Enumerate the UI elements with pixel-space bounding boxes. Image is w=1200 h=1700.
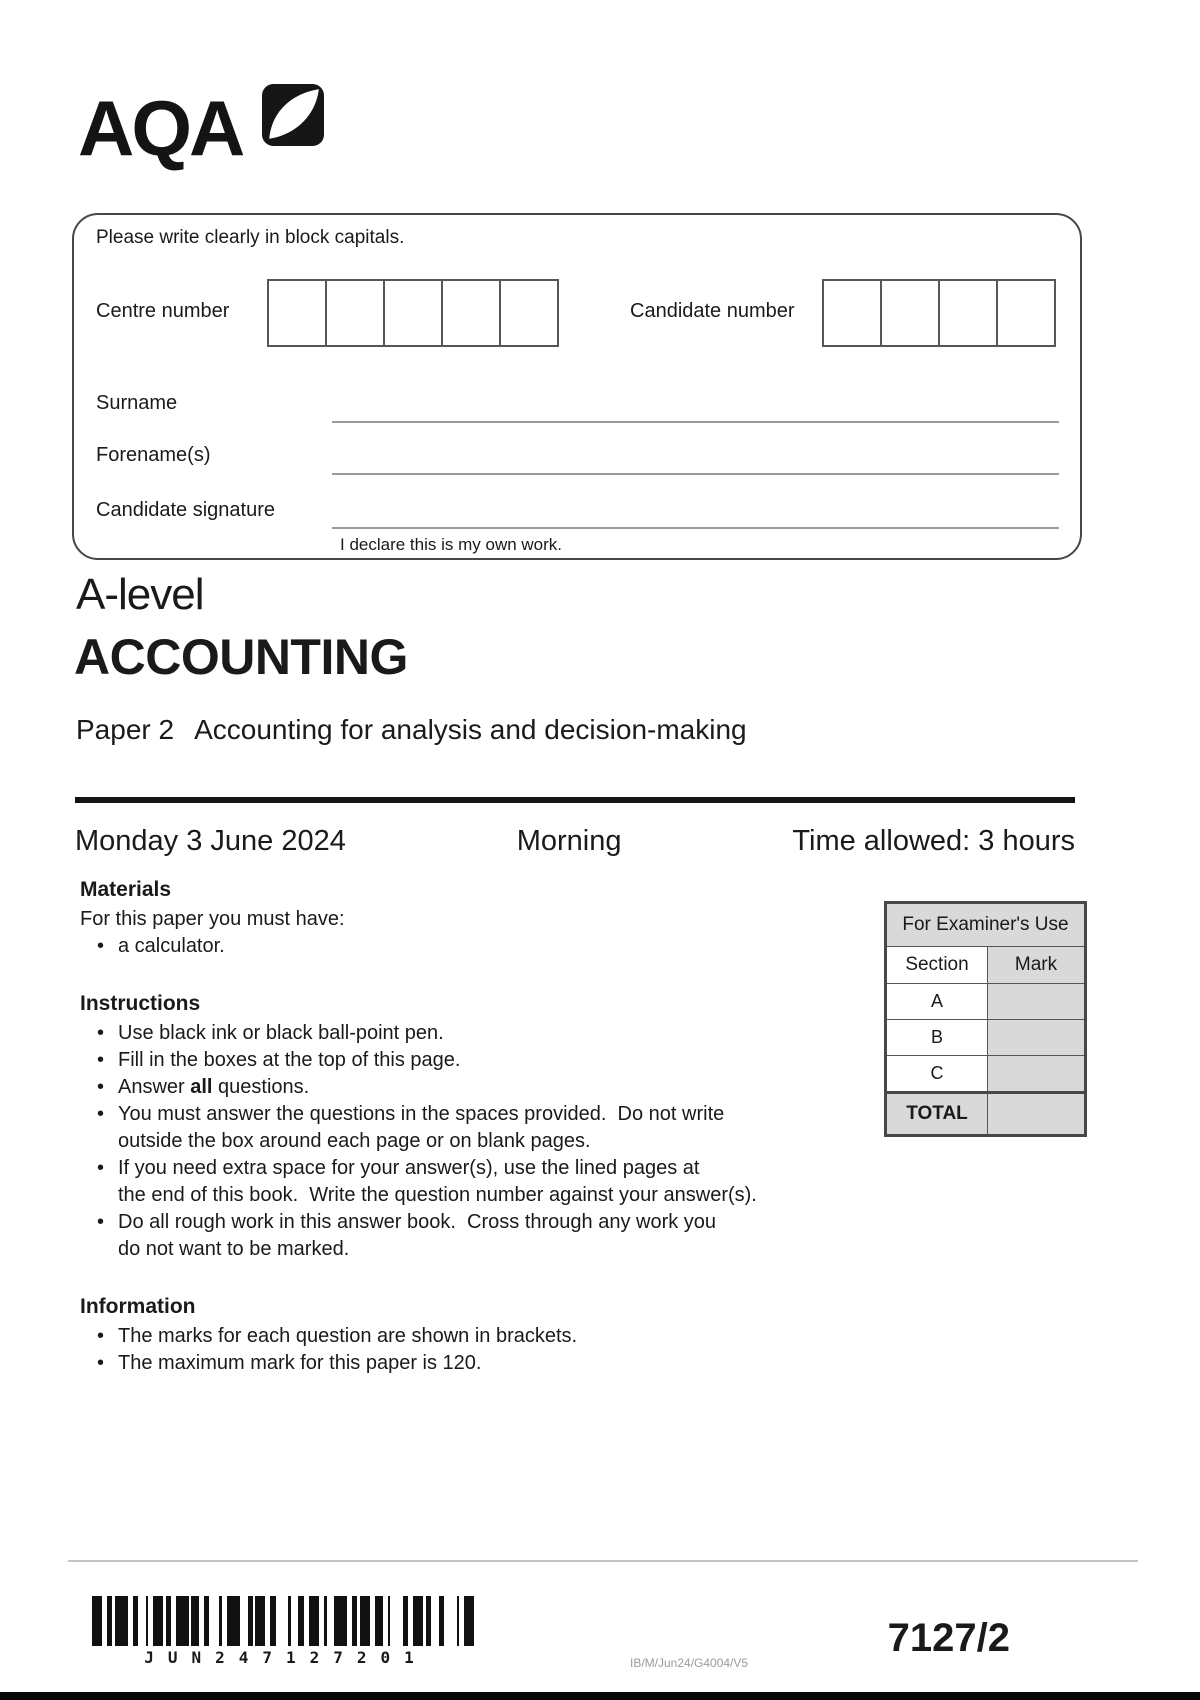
- declaration-note: I declare this is my own work.: [340, 535, 563, 554]
- barcode-bar: [464, 1596, 474, 1646]
- barcode-bar: [390, 1596, 403, 1646]
- barcode-bar: [309, 1596, 319, 1646]
- bullet-item: • Do all rough work in this answer book. Cross through any work you do not want to be marked.: [80, 1209, 840, 1263]
- barcode-bar: [191, 1596, 199, 1646]
- instructions-section: [80, 990, 840, 1263]
- surname-input-line[interactable]: [332, 421, 1059, 423]
- candidate-number-cell[interactable]: [996, 279, 1056, 347]
- section-row-label: B: [887, 1020, 988, 1055]
- bullet-item: • The marks for each question are shown in brackets.: [80, 1323, 840, 1350]
- candidate-number-boxes: [822, 279, 1056, 347]
- barcode-bar: [92, 1596, 102, 1646]
- exam-session: Morning: [516, 825, 622, 857]
- centre-number-cell[interactable]: [383, 279, 443, 347]
- signature-label: Candidate signature: [96, 499, 276, 521]
- paper-name: Accounting for analysis and decision-making: [194, 714, 747, 745]
- barcode-bar: [474, 1596, 479, 1646]
- mark-cell[interactable]: [988, 1020, 1084, 1055]
- centre-number-cell[interactable]: [267, 279, 327, 347]
- bullet-item: • Fill in the boxes at the top of this page.: [80, 1047, 840, 1074]
- examiner-use-table: [884, 901, 1087, 1137]
- barcode-bar: [240, 1596, 248, 1646]
- time-allowed: Time allowed: 3 hours: [792, 825, 1075, 857]
- examiner-table-row: [887, 1055, 1084, 1091]
- barcode-bar: [360, 1596, 370, 1646]
- section-row-label: C: [887, 1056, 988, 1091]
- barcode-bar: [375, 1596, 383, 1646]
- information-heading: Information: [80, 1295, 196, 1318]
- examiner-table-header-row: [887, 946, 1084, 983]
- centre-number-boxes: [267, 279, 559, 347]
- barcode-bar: [334, 1596, 347, 1646]
- centre-number-label: Centre number: [96, 300, 230, 322]
- barcode-bar: [413, 1596, 423, 1646]
- surname-label: Surname: [96, 392, 178, 414]
- barcode-bar: [153, 1596, 163, 1646]
- subject-title: ACCOUNTING: [74, 629, 408, 685]
- mark-column-header: Mark: [988, 947, 1084, 983]
- examiner-table-total-row: [887, 1091, 1084, 1134]
- bullet-item: • If you need extra space for your answer(s), use the lined pages at the end of this book. Write the question number against your answer(s).: [80, 1155, 840, 1209]
- paper-number: Paper 2: [76, 714, 175, 745]
- barcode-bar: [444, 1596, 457, 1646]
- centre-number-cell[interactable]: [499, 279, 559, 347]
- barcode-bar: [255, 1596, 265, 1646]
- mark-cell[interactable]: [988, 1056, 1084, 1091]
- signature-input-line[interactable]: [332, 527, 1059, 529]
- candidate-number-cell[interactable]: [822, 279, 882, 347]
- forenames-input-line[interactable]: [332, 473, 1059, 475]
- paper-title: [76, 714, 747, 746]
- barcode-bar: [227, 1596, 240, 1646]
- materials-intro: For this paper you must have:: [80, 908, 345, 930]
- divider-rule: [75, 797, 1075, 803]
- centre-number-cell[interactable]: [325, 279, 385, 347]
- bullet-item: • a calculator.: [80, 933, 840, 960]
- exam-date: Monday 3 June 2024: [75, 825, 346, 857]
- bullet-item: • Use black ink or black ball-point pen.: [80, 1020, 840, 1047]
- barcode-bar: [327, 1596, 335, 1646]
- aqa-logo: [78, 86, 324, 170]
- paper-code: 7127/2: [887, 1616, 1010, 1660]
- barcode-bar: [276, 1596, 289, 1646]
- block-capitals-note: Please write clearly in block capitals.: [96, 227, 405, 248]
- barcode: [92, 1596, 480, 1646]
- footer-rule: [68, 1560, 1138, 1562]
- materials-list: [80, 933, 840, 960]
- bullet-item: • The maximum mark for this paper is 120.: [80, 1350, 840, 1377]
- aqa-leaf-icon: [262, 84, 324, 146]
- candidate-details-box: [72, 213, 1082, 560]
- information-list: [80, 1323, 840, 1377]
- barcode-bar: [176, 1596, 189, 1646]
- document-reference: IB/M/Jun24/G4004/V5: [630, 1656, 749, 1670]
- bottom-edge-bar: [0, 1692, 1200, 1700]
- instructions-heading: Instructions: [80, 992, 201, 1015]
- examiner-table-row: [887, 983, 1084, 1019]
- candidate-number-label: Candidate number: [630, 300, 795, 322]
- examiner-table-row: [887, 1019, 1084, 1055]
- mark-cell[interactable]: [988, 984, 1084, 1019]
- front-page-rubric: [80, 876, 840, 1407]
- materials-heading: Materials: [80, 878, 172, 901]
- barcode-bar: [431, 1596, 439, 1646]
- information-section: [80, 1293, 840, 1377]
- qualification-title: A-level: [76, 570, 204, 619]
- barcode-bar: [138, 1596, 146, 1646]
- section-column-header: Section: [887, 947, 988, 983]
- barcode-bar: [115, 1596, 128, 1646]
- centre-number-cell[interactable]: [441, 279, 501, 347]
- barcode-bar: [291, 1596, 299, 1646]
- candidate-number-cell[interactable]: [880, 279, 940, 347]
- bullet-item: • Answer all questions.: [80, 1074, 840, 1101]
- barcode-text: JUN247127201: [144, 1648, 428, 1667]
- aqa-logo-text: AQA: [78, 84, 243, 172]
- forenames-label: Forename(s): [96, 444, 211, 466]
- barcode-bar: [209, 1596, 219, 1646]
- total-label: TOTAL: [887, 1094, 988, 1134]
- materials-section: [80, 876, 840, 960]
- section-row-label: A: [887, 984, 988, 1019]
- examiner-table-title: For Examiner's Use: [887, 904, 1084, 946]
- candidate-number-cell[interactable]: [938, 279, 998, 347]
- session-row: [75, 825, 1075, 858]
- total-mark-cell[interactable]: [988, 1094, 1084, 1134]
- instructions-list: [80, 1020, 840, 1263]
- bullet-item: • You must answer the questions in the spaces provided. Do not write outside the box around each page or on blank pages.: [80, 1101, 840, 1155]
